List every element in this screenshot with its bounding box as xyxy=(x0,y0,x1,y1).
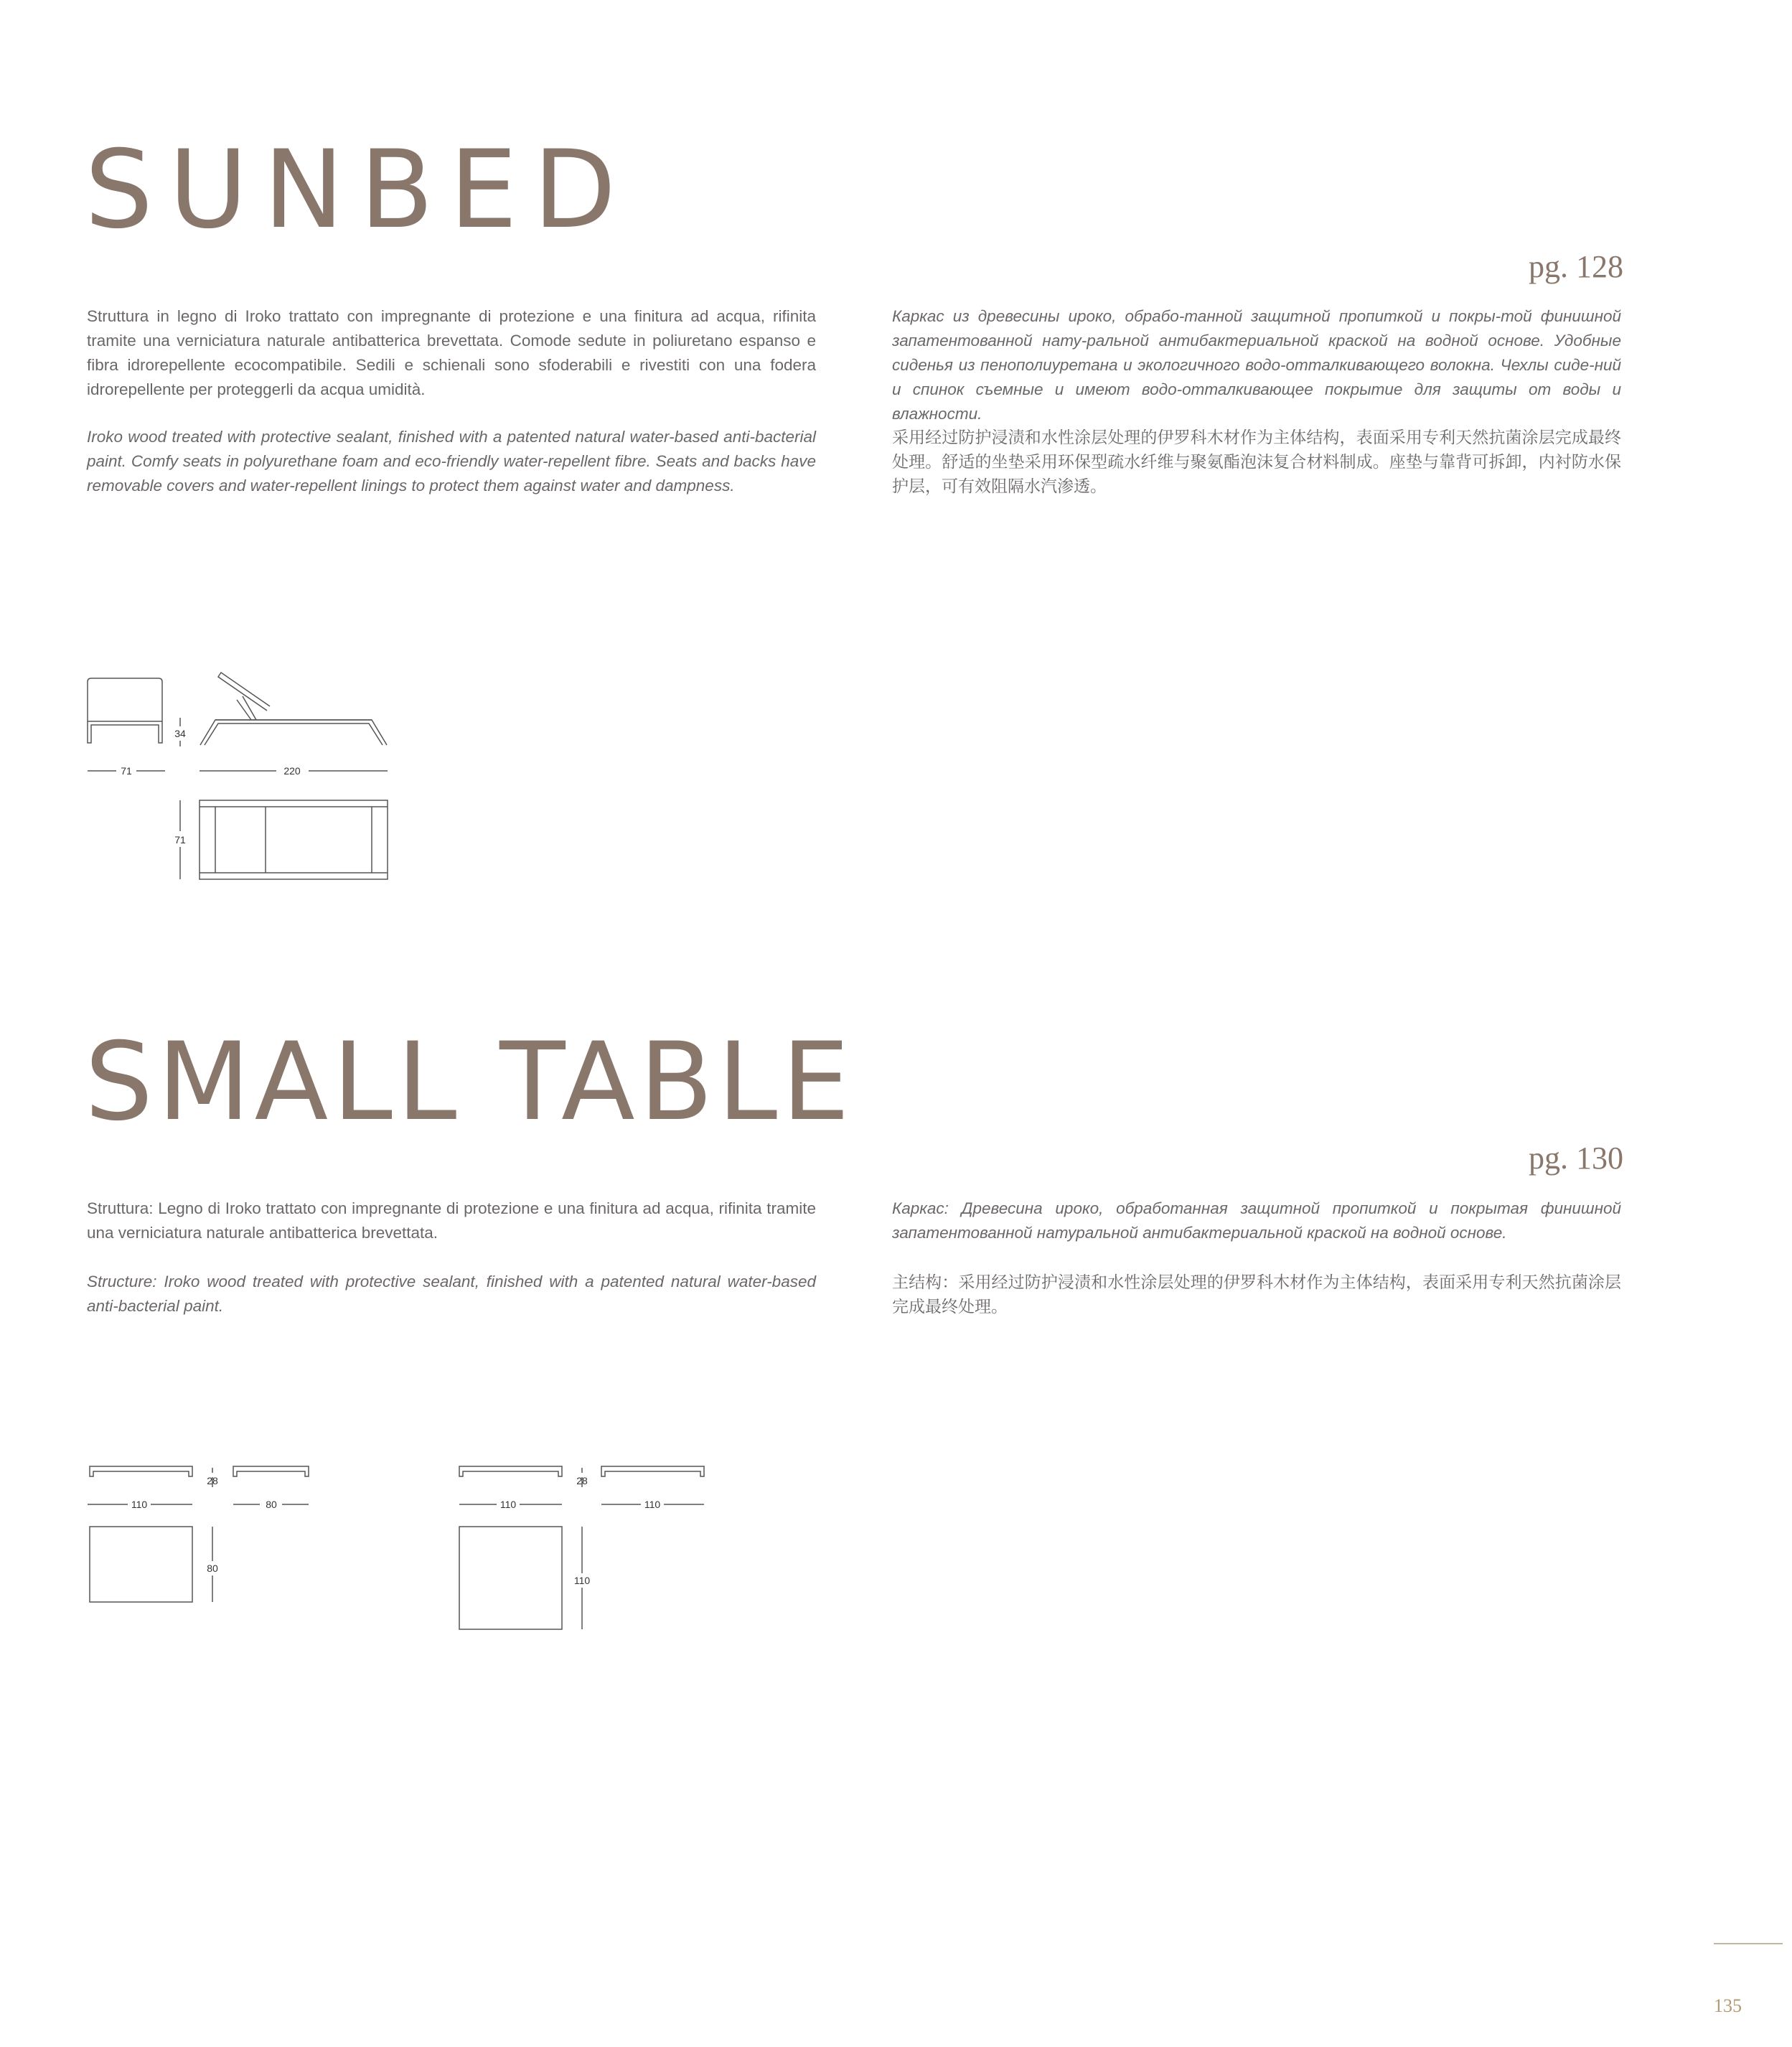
small-table-text-russian: Каркас: Древесина ироко, обработанная защитной пропиткой и покрытая финишной запатентованной натуральной антибактериальной краской на водной основе. xyxy=(892,1199,1621,1242)
small-table-b-plan-view xyxy=(459,1527,562,1629)
sunbed-title: SUNBED xyxy=(85,128,632,253)
small-table-page-ref: pg. 130 xyxy=(1529,1140,1623,1176)
small-table-b-side-view xyxy=(601,1466,704,1476)
small-table-b-dim-depth: 110 xyxy=(644,1499,661,1510)
small-table-b-dim-plan-depth: 110 xyxy=(573,1575,591,1586)
sunbed-page-ref: pg. 128 xyxy=(1529,249,1623,284)
sunbed-text-english: Iroko wood treated with protective sealant, finished with a patented natural water-based anti-bacterial paint. Comfy seats in polyurethane foam and eco-friendly water-repellent fibre. Seats and backs have removable covers and water-repellent linings to protect them against water and dampness. xyxy=(87,428,816,495)
small-table-a-plan-view xyxy=(90,1527,192,1602)
sunbed-dim-height: 34 xyxy=(174,728,186,739)
sunbed-dim-depth: 71 xyxy=(174,834,186,846)
small-table-text-chinese: 主结构：采用经过防护浸渍和水性涂层处理的伊罗科木材作为主体结构，表面采用专利天然抗菌涂层完成最终处理。 xyxy=(892,1273,1621,1316)
small-table-b-front-view xyxy=(459,1466,562,1476)
small-table-text-italian: Struttura: Legno di Iroko trattato con impregnante di protezione e una finitura ad acqua, rifinita tramite una verniciatura naturale antibatterica brevettata. xyxy=(87,1199,816,1242)
small-table-title: SMALL TABLE xyxy=(85,1020,854,1145)
sunbed-dim-length: 220 xyxy=(283,765,301,777)
sunbed-text-italian: Struttura in legno di Iroko trattato con impregnante di protezione e una finitura ad acqua, rifinita tramite una verniciatura naturale antibatterica brevettata. Comode sedute in poliuretano espanso e fibra idrorepellente ecocompatibile. Sedili e schienali sono sfoderabili e rivestiti con una fodera idrorepellente per proteggerli da acqua umidità. xyxy=(87,307,816,398)
small-table-b-dim-width: 110 xyxy=(499,1499,517,1510)
sunbed-text-chinese: 采用经过防护浸渍和水性涂层处理的伊罗科木材作为主体结构，表面采用专利天然抗菌涂层完成最终处理。舒适的坐垫采用环保型疏水纤维与聚氨酯泡沫复合材料制成。座垫与靠背可拆卸，内衬防水保护层，可有效阻隔水汽渗透。 xyxy=(892,428,1621,495)
small-table-a-dim-depth: 80 xyxy=(266,1499,277,1510)
small-table-text-english: Structure: Iroko wood treated with protective sealant, finished with a patented natural water-based anti-bacterial paint. xyxy=(87,1273,816,1315)
sunbed-dim-width: 71 xyxy=(121,765,132,777)
small-table-a-front-view xyxy=(90,1466,192,1476)
small-table-a-dim-plan-depth: 80 xyxy=(207,1563,218,1574)
small-table-a-dim-width: 110 xyxy=(131,1499,148,1510)
small-table-a-dim-height: 28 xyxy=(207,1475,218,1486)
small-table-a-side-view xyxy=(233,1466,309,1476)
footer-divider xyxy=(1714,1943,1783,1944)
sunbed-text-russian: Каркас из древесины ироко, обрабо-танной защитной пропиткой и покры-той финишной запатентованной нату-ральной антибактериальной краской на водной основе. Удобные сиденья из пенополиуретана и экологичного водо-отталкивающего волокна. Чехлы сиде-ний и спинок съемные и имеют водо-отталкивающее покрытие для защиты от воды и влажности. xyxy=(892,307,1621,423)
page-number: 135 xyxy=(1714,1995,1742,2016)
small-table-b-dim-height: 28 xyxy=(576,1475,588,1486)
